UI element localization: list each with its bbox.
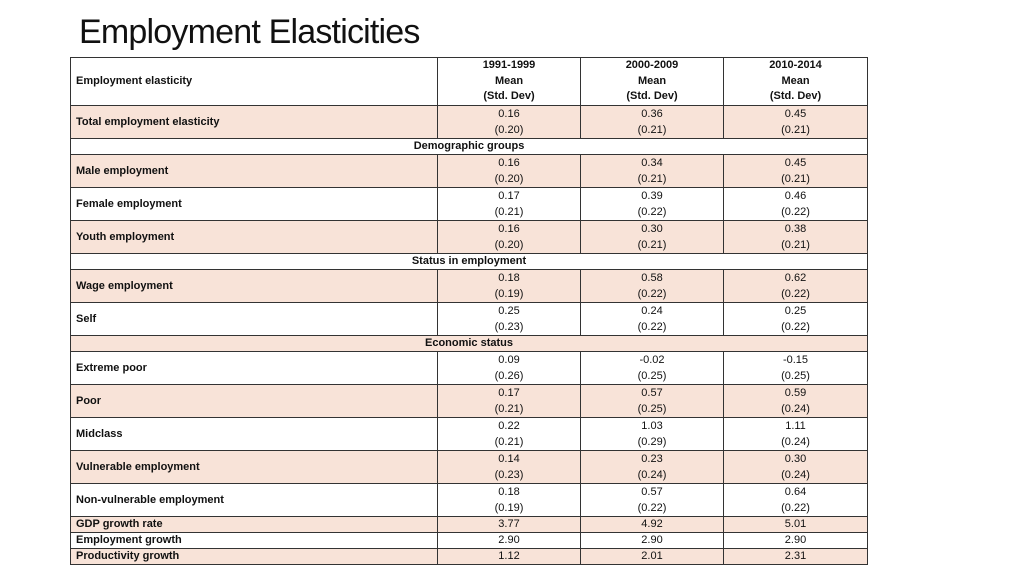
- cell: 0.45 (0.21): [724, 154, 868, 187]
- cell: 0.16 (0.20): [438, 220, 581, 253]
- cell: 0.45 (0.21): [724, 105, 868, 138]
- cell: 2.01: [581, 548, 724, 564]
- page-title: Employment Elasticities: [79, 13, 420, 51]
- cell: 0.17 (0.21): [438, 384, 581, 417]
- cell: 0.18 (0.19): [438, 269, 581, 302]
- cell: 0.46 (0.22): [724, 187, 868, 220]
- table-row-wage: [71, 269, 868, 302]
- table-row-female: [71, 187, 868, 220]
- table-row-self: [71, 302, 868, 335]
- cell: 0.25 (0.22): [724, 302, 868, 335]
- cell: 0.30 (0.24): [724, 450, 868, 483]
- cell: 0.58 (0.22): [581, 269, 724, 302]
- elasticity-table: [70, 57, 868, 565]
- cell: 2.90: [724, 532, 868, 548]
- cell: 0.17 (0.21): [438, 187, 581, 220]
- cell: 0.23 (0.24): [581, 450, 724, 483]
- cell: 0.09 (0.26): [438, 351, 581, 384]
- section-demographic: Demographic groups: [71, 138, 868, 154]
- cell: 2.31: [724, 548, 868, 564]
- row-label: Total employment elasticity: [71, 105, 438, 138]
- row-label: Productivity growth: [71, 548, 438, 564]
- table-row-employment-growth: [71, 532, 868, 548]
- table-row-total: [71, 105, 868, 138]
- cell: 1.11 (0.24): [724, 417, 868, 450]
- row-label: Female employment: [71, 187, 438, 220]
- row-label: Extreme poor: [71, 351, 438, 384]
- cell: 0.36 (0.21): [581, 105, 724, 138]
- row-label: GDP growth rate: [71, 516, 438, 532]
- cell: 1.12: [438, 548, 581, 564]
- table-row-gdp-growth: [71, 516, 868, 532]
- cell: 0.57 (0.25): [581, 384, 724, 417]
- cell: 5.01: [724, 516, 868, 532]
- cell: 3.77: [438, 516, 581, 532]
- cell: 0.18 (0.19): [438, 483, 581, 516]
- row-label: Midclass: [71, 417, 438, 450]
- cell: 0.25 (0.23): [438, 302, 581, 335]
- row-label: Wage employment: [71, 269, 438, 302]
- table-row-midclass: [71, 417, 868, 450]
- cell: 0.64 (0.22): [724, 483, 868, 516]
- table-row-poor: [71, 384, 868, 417]
- cell: 4.92: [581, 516, 724, 532]
- cell: 0.24 (0.22): [581, 302, 724, 335]
- table-row-male: [71, 154, 868, 187]
- cell: 1.03 (0.29): [581, 417, 724, 450]
- cell: 0.22 (0.21): [438, 417, 581, 450]
- section-economic: Economic status: [71, 335, 868, 351]
- table-row-youth: [71, 220, 868, 253]
- cell: 2.90: [438, 532, 581, 548]
- table-row-productivity-growth: [71, 548, 868, 564]
- cell: 0.38 (0.21): [724, 220, 868, 253]
- row-label: Self: [71, 302, 438, 335]
- cell: 0.30 (0.21): [581, 220, 724, 253]
- cell: 0.34 (0.21): [581, 154, 724, 187]
- cell: 0.62 (0.22): [724, 269, 868, 302]
- row-label: Employment growth: [71, 532, 438, 548]
- row-label: Non-vulnerable employment: [71, 483, 438, 516]
- cell: 0.59 (0.24): [724, 384, 868, 417]
- row-label: Poor: [71, 384, 438, 417]
- header-label: Employment elasticity: [71, 58, 438, 106]
- section-status: Status in employment: [71, 253, 868, 269]
- cell: 0.57 (0.22): [581, 483, 724, 516]
- cell: 0.39 (0.22): [581, 187, 724, 220]
- cell: 2.90: [581, 532, 724, 548]
- header-period-1991: 1991-1999 Mean (Std. Dev): [438, 58, 581, 106]
- cell: -0.15 (0.25): [724, 351, 868, 384]
- table-row-extreme-poor: [71, 351, 868, 384]
- row-label: Vulnerable employment: [71, 450, 438, 483]
- cell: 0.16 (0.20): [438, 105, 581, 138]
- header-period-2000: 2000-2009 Mean (Std. Dev): [581, 58, 724, 106]
- table-row-vulnerable: [71, 450, 868, 483]
- header-period-2010: 2010-2014 Mean (Std. Dev): [724, 58, 868, 106]
- header-row: [71, 58, 868, 106]
- row-label: Male employment: [71, 154, 438, 187]
- cell: 0.16 (0.20): [438, 154, 581, 187]
- row-label: Youth employment: [71, 220, 438, 253]
- cell: -0.02 (0.25): [581, 351, 724, 384]
- table-row-non-vulnerable: [71, 483, 868, 516]
- cell: 0.14 (0.23): [438, 450, 581, 483]
